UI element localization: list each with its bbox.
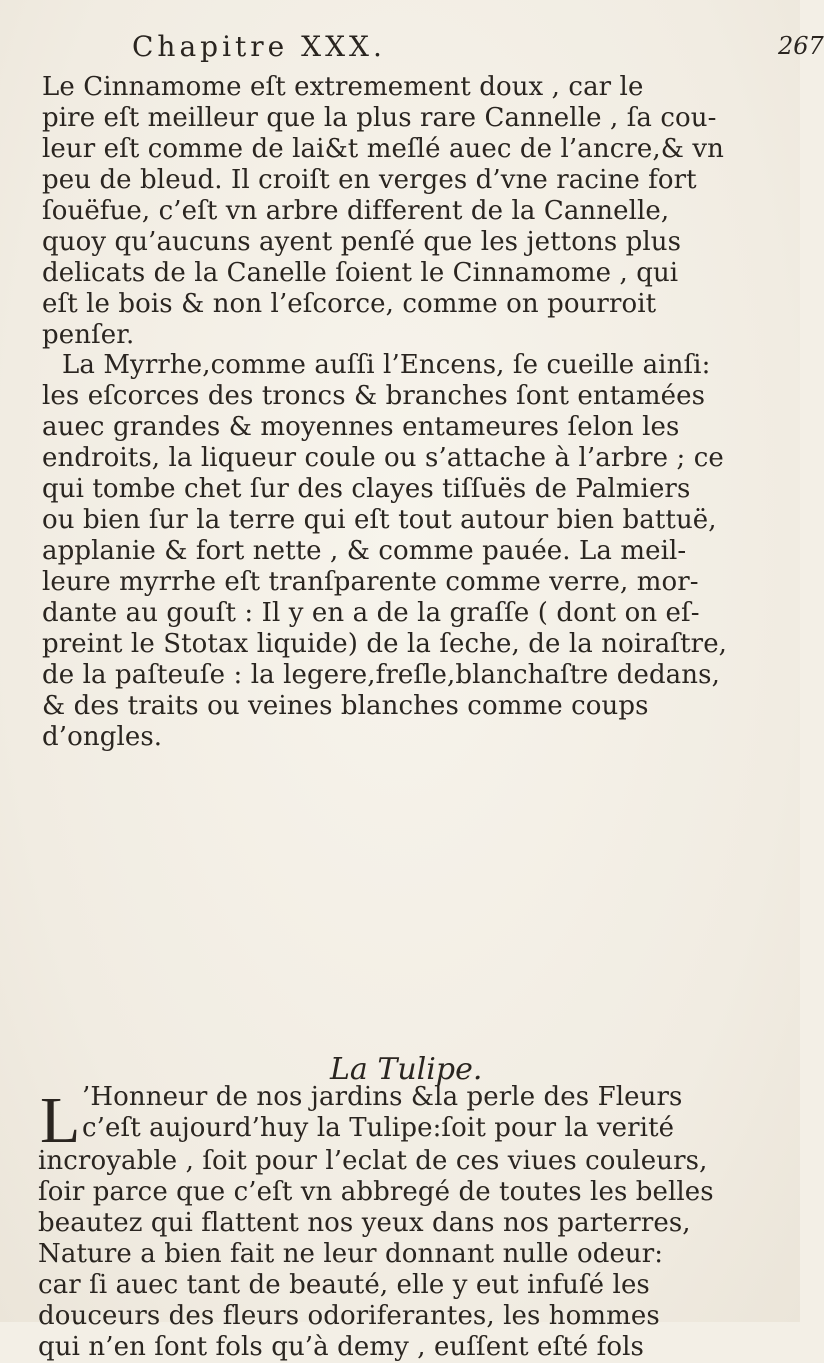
text-line: ſouëfue, c’eſt vn arbre different de la Cannelle, xyxy=(42,196,670,226)
paragraph-myrrhe xyxy=(42,350,778,753)
text-line: La Myrrhe,comme auſſi l’Encens, ſe cueille ainſi: xyxy=(62,350,711,380)
section-title: La Tulipe. xyxy=(330,1052,483,1087)
text-line: qui n’en ſont fols qu’à demy , euſſent eſté fols xyxy=(38,1332,644,1362)
text-line: endroits, la liqueur coule ou s’attache à l’arbre ; ce xyxy=(42,443,724,473)
text-line: beautez qui flattent nos yeux dans nos parterres, xyxy=(38,1208,691,1238)
text-line: penſer. xyxy=(42,320,135,350)
text-line: car ſi auec tant de beauté, elle y eut infuſé les xyxy=(38,1270,650,1300)
paragraph-lines xyxy=(38,1146,714,1363)
page-header xyxy=(120,18,824,70)
text-line: applanie & fort nette , & comme pauée. La meil- xyxy=(42,536,687,566)
paragraph-cinnamome xyxy=(42,72,778,351)
text-line: quoy qu’aucuns ayent penſé que les jettons plus xyxy=(42,227,682,257)
text-line: c’eſt aujourd’huy la Tulipe:ſoit pour la verité xyxy=(82,1113,675,1143)
text-line: douceurs des fleurs odoriferantes, les hommes xyxy=(38,1301,660,1331)
text-line: & des traits ou veines blanches comme coups xyxy=(42,691,649,721)
text-line: auec grandes & moyennes entameures ſelon les xyxy=(42,412,680,442)
text-line: ’Honneur de nos jardins &la perle des Fleurs xyxy=(82,1082,683,1112)
text-line: ou bien ſur la terre qui eſt tout autour bien battuë, xyxy=(42,505,717,535)
text-line: pire eſt meilleur que la plus rare Cannelle , ſa cou- xyxy=(42,103,717,133)
text-line: delicats de la Canelle ſoient le Cinnamome , qui xyxy=(42,258,679,288)
text-line: d’ongles. xyxy=(42,722,163,752)
text-line: qui tombe chet ſur des clayes tiſſuës de Palmiers xyxy=(42,474,691,504)
dropcap-lines xyxy=(82,1082,682,1144)
text-line: ſoir parce que c’eſt vn abbregé de toutes les belles xyxy=(38,1177,714,1207)
page-number: 267 xyxy=(778,32,824,60)
text-line: de la paſteuſe : la legere,freſle,blanchaſtre dedans, xyxy=(42,660,720,690)
text-line: eſt le bois & non l’eſcorce, comme on pourroit xyxy=(42,289,657,319)
text-line: preint le Stotax liquide) de la ſeche, de la noiraſtre, xyxy=(42,629,728,659)
text-line: dante au gouſt : Il y en a de la graſſe ( dont on eſ- xyxy=(42,598,700,628)
text-line: peu de bleud. Il croiſt en verges d’vne racine fort xyxy=(42,165,697,195)
text-line: Nature a bien fait ne leur donnant nulle odeur: xyxy=(38,1239,664,1269)
text-line: Le Cinnamome eſt extremement doux , car le xyxy=(42,72,644,102)
text-line: leur eſt comme de lai&t meſlé auec de l’ancre,& vn xyxy=(42,134,725,164)
running-head: Chapitre XXX. xyxy=(132,30,386,63)
drop-cap: L xyxy=(40,1084,81,1157)
text-line: leure myrrhe eſt tranſparente comme verre, mor- xyxy=(42,567,699,597)
text-line: incroyable , ſoit pour l’eclat de ces viues couleurs, xyxy=(38,1146,708,1176)
text-line: les eſcorces des troncs & branches ſont entamées xyxy=(42,381,706,411)
